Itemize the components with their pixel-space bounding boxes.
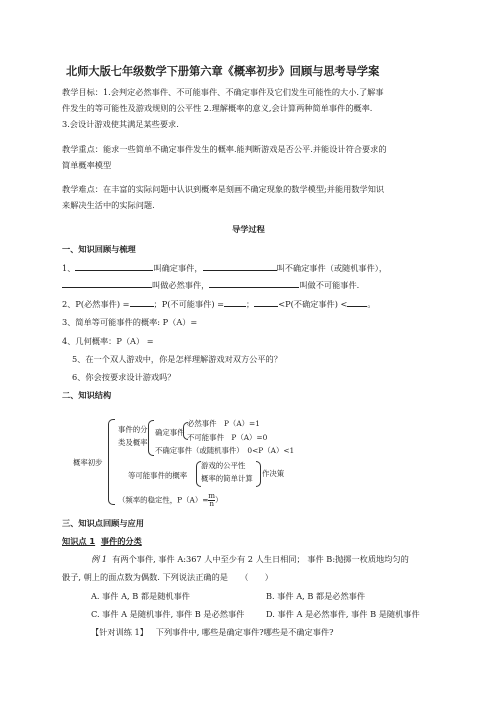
example-1-line-1 [91,554,409,565]
option-a: A. 事件 A, B 都是随机事件 [91,591,190,601]
kp1-label: 知识点 1 [62,536,96,546]
fair-game: 游戏的公平性 [201,461,246,470]
branch-1-line-2: 类及概率 [118,438,148,447]
drill-text: 下列事件中, 哪些是确定事件?哪些是不确定事件? [155,627,334,637]
q2-sure: 2、P(必然事件) = [62,299,130,309]
kp1-title: 事件的分类 [100,536,142,546]
q1-text-sure: 叫做必然事件， [152,280,210,290]
option-b: B. 事件 A, B 都是必然事件 [266,591,366,601]
option-d: D. 事件 A 是必然事件, 事件 B 是随机事件 [266,609,420,619]
impossible-event: 不可能事件 P（A）=0 [187,433,268,442]
section-2-heading: 二、知识结构 [62,390,112,400]
frequency-stability [118,493,222,508]
question-2 [62,298,376,310]
section-3-heading: 三、知识点回顾与应用 [62,518,144,528]
example-1-line-2: 骰子, 朝上的面点数为偶数. 下列说法正确的是 （ ） [62,572,273,582]
option-c: C. 事件 A 是随机事件, 事件 B 是必然事件 [91,609,245,619]
goals-line-3: 3.会设计游戏使其满足某些要求. [62,119,179,129]
question-1-line-2 [62,279,359,291]
key-points-line-2: 简单概率模型 [62,160,112,170]
q2-impossible: ；P(不可能事件) = [153,299,225,309]
q1-text-impossible: 叫做不可能事件. [299,280,360,290]
question-6: 6、你会按要求设计游戏吗？ [72,372,176,382]
section-1-heading: 一、知识回顾与梳理 [62,244,136,254]
q1-blank-3[interactable] [62,279,152,288]
question-3: 3、简单等可能事件的概率: P（A）= [62,317,198,327]
q2-blank-3[interactable] [254,298,278,307]
goals-line-1: 教学目标：1.会判定必然事件、不可能事件、不确定事件及它们发生可能性的大小.了解事 [62,87,384,97]
q2-blank-4[interactable] [347,298,367,307]
frequency-denominator: n [209,500,214,508]
question-4: 4、几何概率：P（A） = [62,336,154,346]
difficulties-line-2: 来解决生活中的实际问题. [62,200,155,210]
sure-event: 必然事件 P（A）=1 [187,419,260,428]
question-5: 5、在一个双人游戏中，你是怎样理解游戏对双方公平的？ [72,354,282,364]
root-brace [108,419,115,505]
equal-probability: 等可能事件的概率 [128,471,188,480]
drill-label: 【针对训练 1】 [91,627,148,637]
branch-1-brace [148,420,154,456]
document-title: 北师大版七年级数学下册第六章《概率初步》回顾与思考导学案 [66,65,380,78]
simple-calculation: 概率的简单计算 [201,474,253,483]
uncertain-event: 不确定事件（或随机事件） 0<P（A）<1 [155,446,295,455]
example-1-text: 有两个事件, 事件 A:367 人中至少有 2 人生日相同； 事件 B:抛掷一枚质地均匀的 [112,554,409,564]
branch-1-line-1: 事件的分 [118,425,148,434]
q1-text-uncertain: 叫不确定事件（或随机事件）， [276,263,388,273]
structure-root: 概率初步 [73,458,103,467]
goals-line-2: 件发生的等可能性及游戏规则的公平性 2.理解概率的意义,会计算两种简单事件的概率. [62,103,373,113]
q1-text-certain: 叫确定事件， [153,263,203,273]
decision-brace [256,461,261,487]
example-1-label: 例 1 [91,554,107,564]
q1-blank-4[interactable] [209,279,299,288]
guide-heading: 导学过程 [232,224,265,234]
q1-blank-2[interactable] [203,262,277,271]
difficulties-line-1: 教学难点：在丰富的实际问题中认识到概率是刻画不确定现象的数学模型;并能用数学知识 [62,184,385,194]
q2-blank-1[interactable] [130,298,154,307]
q1-blank-1[interactable] [75,262,153,271]
key-points-line-1: 教学重点：能求一些简单不确定事件发生的概率.能判断游戏是否公平.并能设计符合要求的 [62,144,387,154]
q2-blank-2[interactable] [224,298,246,307]
knowledge-point-1 [62,536,142,547]
q2-uncertain: <P(不确定事件) < [278,299,348,309]
q1-number: 1、 [62,263,76,273]
certain-events: 确定事件 [155,428,185,437]
make-decision: 作决策 [262,469,285,478]
q2-end: 。 [367,299,376,309]
frequency-close: ） [215,495,223,505]
question-1-line-1 [62,262,387,274]
frequency-text: （频率的稳定性，P（A）= [118,495,209,505]
frequency-numerator: m [208,492,216,500]
targeted-drill-1 [91,627,334,638]
q2-sep: ； [246,299,255,309]
